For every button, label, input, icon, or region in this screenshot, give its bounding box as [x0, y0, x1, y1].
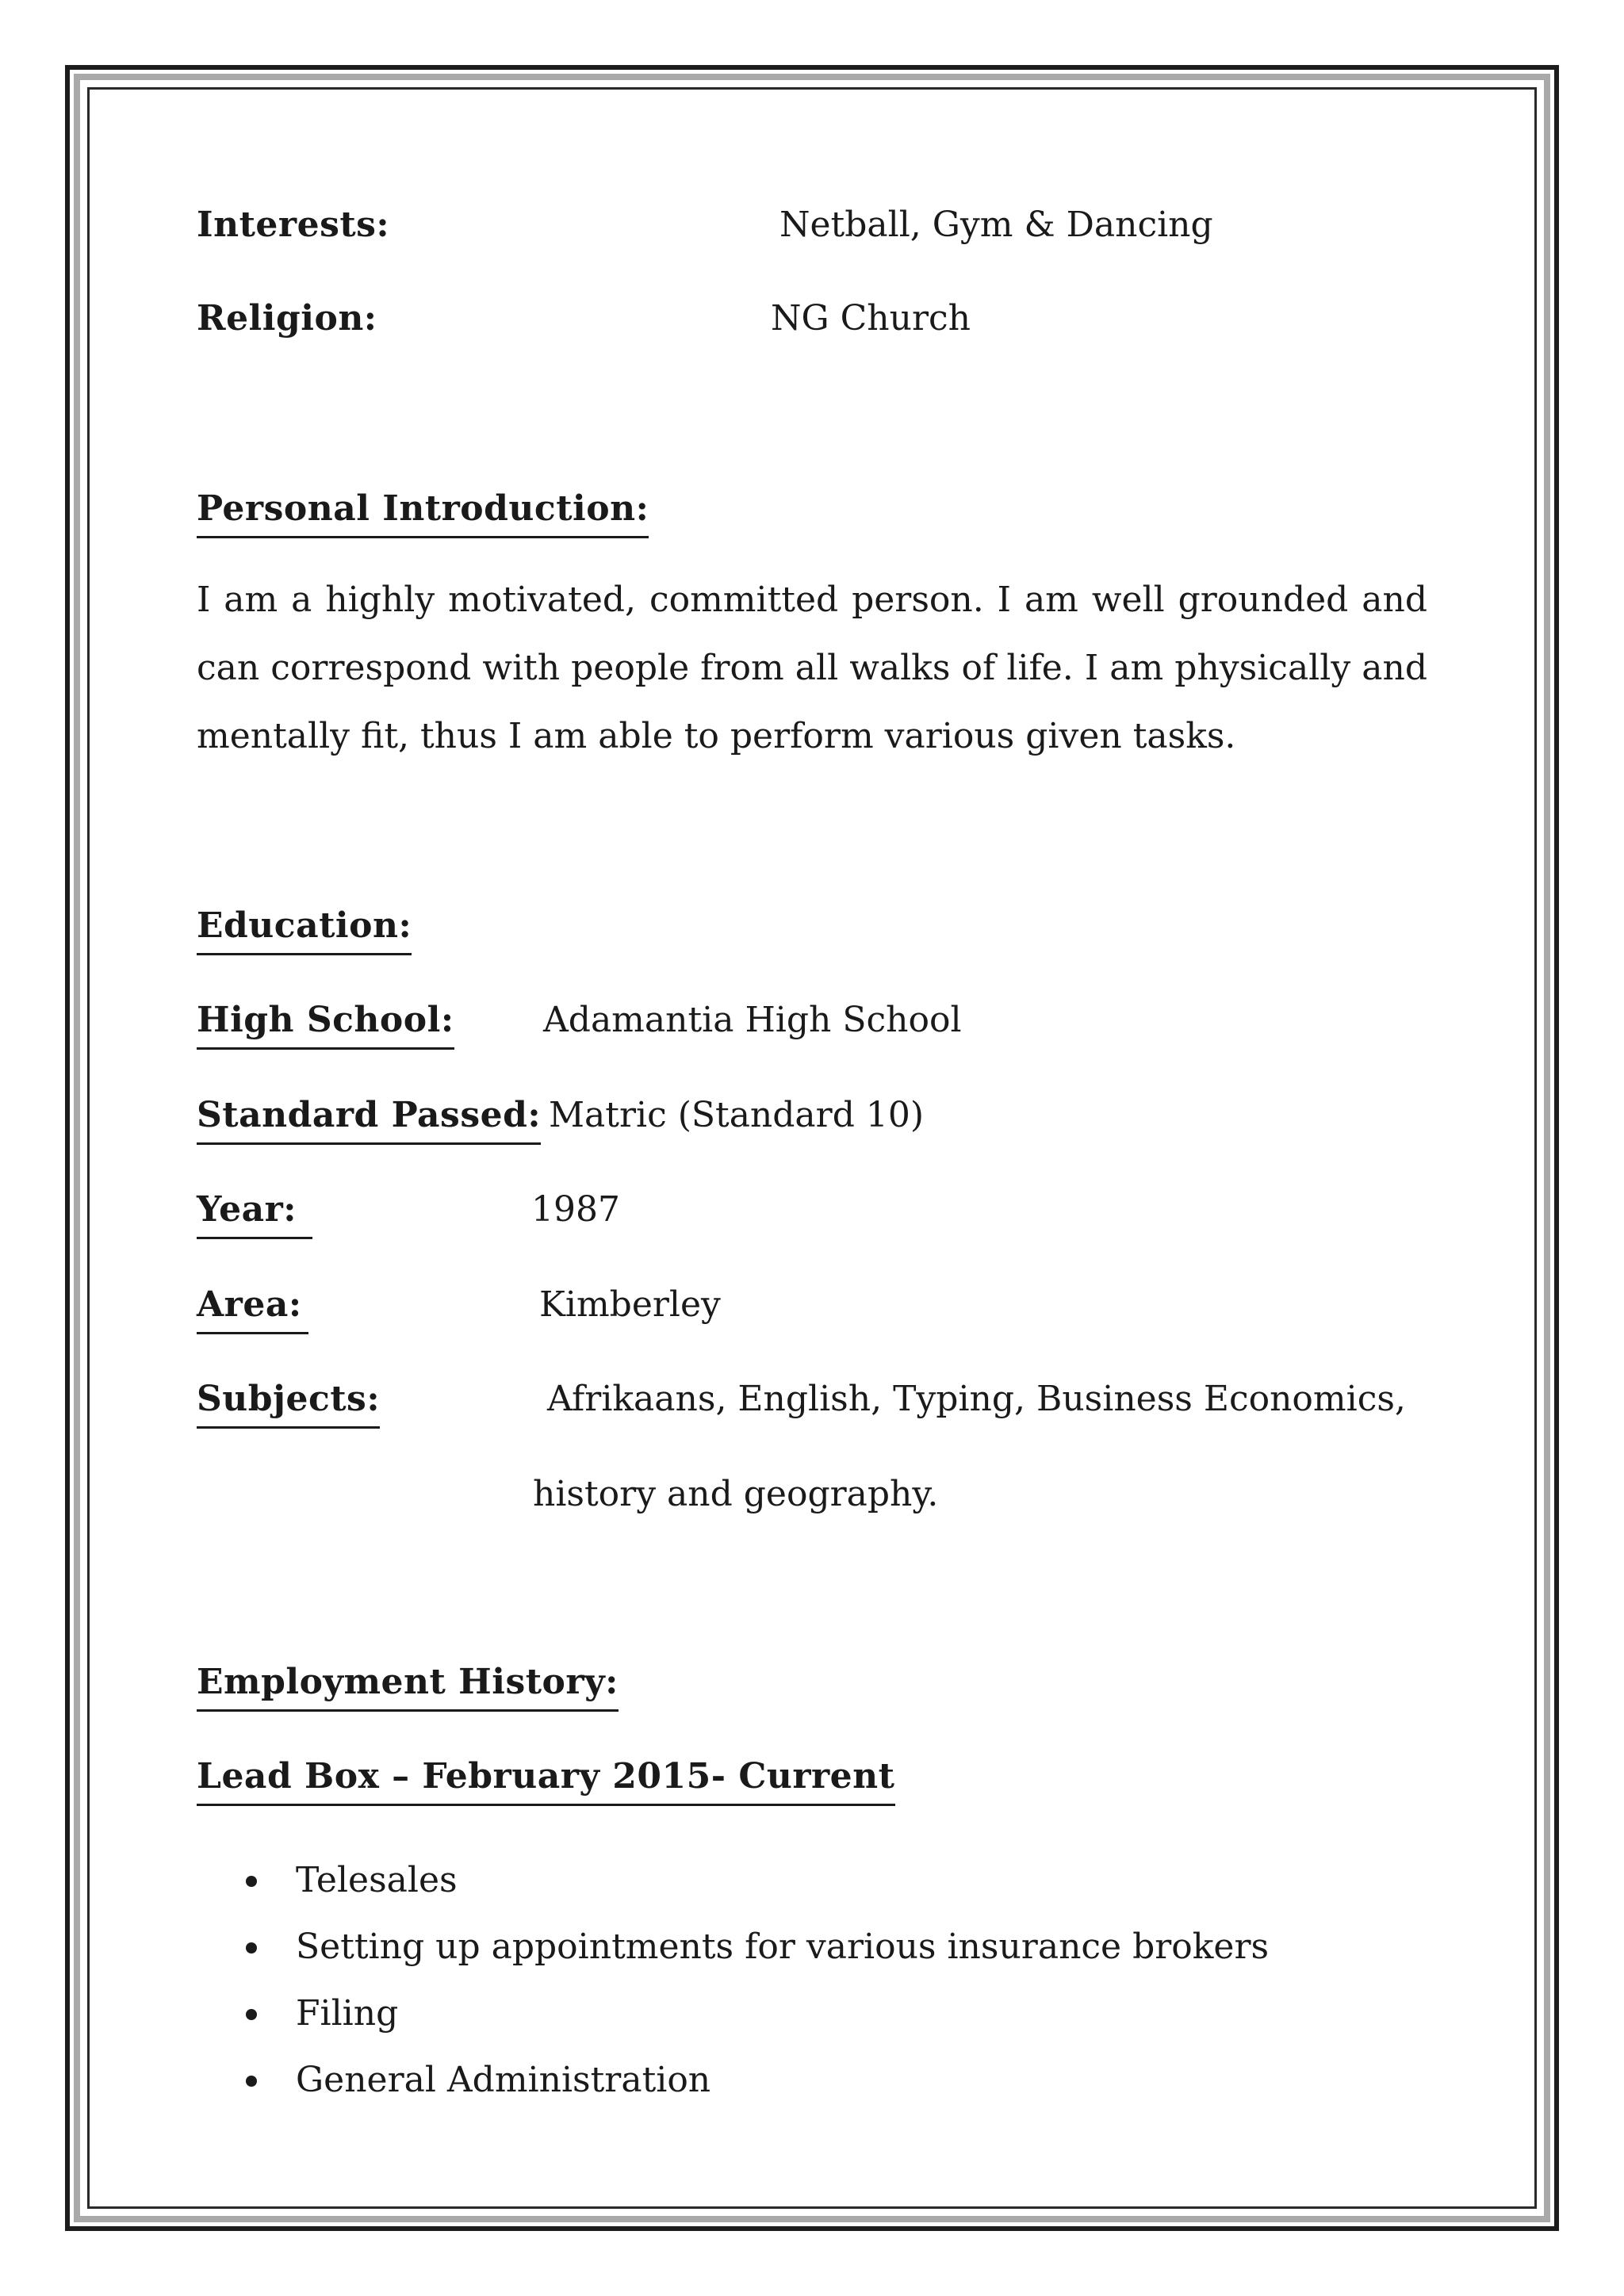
religion-value: NG Church: [771, 298, 971, 339]
subjects-label-text: Subjects:: [197, 1382, 380, 1429]
list-item: [246, 1914, 1269, 1980]
religion-label: Religion:: [197, 298, 377, 339]
interests-value: Netball, Gym & Dancing: [779, 205, 1213, 245]
area-label-text: Area:: [197, 1288, 308, 1334]
year-value: 1987: [531, 1189, 620, 1230]
employment-heading: [197, 1662, 619, 1712]
bullet-icon: [246, 1942, 257, 1954]
bullet-icon: [246, 2076, 257, 2087]
standard-passed-label-text: Standard Passed:: [197, 1098, 541, 1145]
high-school-label: [197, 1000, 454, 1050]
job-title-text: Lead Box – February 2015- Current: [197, 1759, 895, 1806]
duty-text: General Administration: [296, 2060, 711, 2100]
standard-passed-value: Matric (Standard 10): [549, 1095, 924, 1135]
standard-passed-label: [197, 1095, 542, 1145]
interests-label: Interests:: [197, 205, 390, 245]
list-item: [246, 1980, 1269, 2047]
area-value: Kimberley: [539, 1284, 721, 1325]
year-label-text: Year:: [197, 1192, 312, 1239]
introduction-paragraph: I am a highly motivated, committed person. I am well grounded and can correspond with people from all walks of life. I am physically and mentally fit, thus I am able to perform various given tasks.: [197, 580, 1427, 756]
duty-text: Setting up appointments for various insurance brokers: [296, 1927, 1270, 1967]
job-title: [197, 1756, 895, 1806]
education-heading: [197, 905, 412, 955]
education-heading-text: Education:: [197, 909, 412, 955]
bullet-icon: [246, 2009, 257, 2020]
duty-text: Filing: [296, 1993, 399, 2034]
subjects-value-line2: history and geography.: [533, 1474, 939, 1514]
high-school-value: Adamantia High School: [543, 1000, 962, 1040]
duties-list: [246, 1847, 1269, 2114]
introduction-heading: [197, 488, 649, 538]
subjects-label: [197, 1379, 381, 1429]
introduction-heading-text: Personal Introduction:: [197, 492, 649, 538]
subjects-value-line1: Afrikaans, English, Typing, Business Economics,: [547, 1379, 1406, 1419]
duty-text: Telesales: [296, 1860, 458, 1900]
area-label: [197, 1284, 308, 1334]
list-item: [246, 2047, 1269, 2114]
list-item: [246, 1847, 1269, 1914]
bullet-icon: [246, 1876, 257, 1887]
year-label: [197, 1189, 312, 1239]
employment-heading-text: Employment History:: [197, 1665, 619, 1712]
high-school-label-text: High School:: [197, 1003, 454, 1050]
